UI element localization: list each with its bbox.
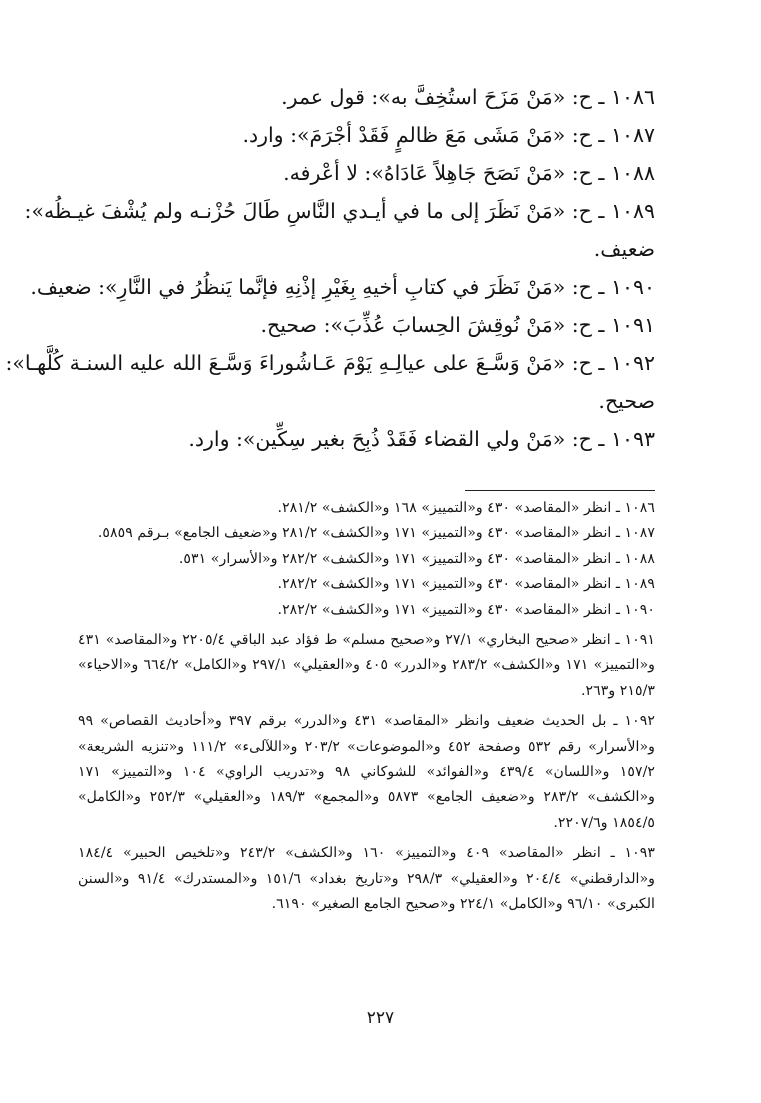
- footnote-1090: ١٠٩٠ ـ انظر «المقاصد» ٤٣٠ و«التمييز» ١٧١ و«الكشف» ٢٨٢/٢.: [277, 601, 655, 618]
- hadith-entry-1087: ١٠٨٧ ـ ح: «مَنْ مَشَى مَعَ ظالمٍ فَقَدْ أجْرَمَ»: وارد.: [242, 123, 655, 147]
- hadith-entry-1093: ١٠٩٣ ـ ح: «مَنْ ولي القضاء فَقَدْ ذُبِحَ بغير سِكِّين»: وارد.: [188, 427, 655, 451]
- hadith-entry-1089-grade: ضعيف.: [593, 237, 655, 261]
- footnote-1089: ١٠٨٩ ـ انظر «المقاصد» ٤٣٠ و«التمييز» ١٧١ و«الكشف» ٢٨٢/٢.: [277, 576, 655, 593]
- footnotes: [78, 496, 655, 918]
- hadith-entries: [5, 78, 655, 458]
- hadith-entry-1092-grade: صحيح.: [598, 389, 655, 413]
- page-number: ٢٢٧: [366, 1008, 395, 1028]
- hadith-entry-1086: ١٠٨٦ ـ ح: «مَنْ مَزَحَ استُخِفَّ به»: قول عمر.: [281, 85, 655, 109]
- hadith-entry-1092: ١٠٩٢ ـ ح: «مَنْ وَسَّـعَ على عيالِـهِ يَوْمَ عَـاشُوراءَ وَسَّـعَ الله عليه السنـة كُلَّهـا»:: [5, 351, 655, 375]
- footnote-1091: ١٠٩١ ـ انظر «صحيح البخاري» ٢٧/١ و«صحيح مسلم» ط فؤاد عبد الباقي ٢٢٠٥/٤ و«المقاصد» ٤٣١ و«التمييز» ١٧١ و«الكشف» ٢٨٣/٢ و«الدرر» ٤٠٥ و«العقيلي» ٢٩٧/١ و«الكامل» ٦٦٤/٢ و«الاحياء» ٢١٥/٣ و٢٦٣.: [78, 632, 655, 699]
- footnote-divider: [465, 490, 655, 491]
- footnote-1088: ١٠٨٨ ـ انظر «المقاصد» ٤٣٠ و«التمييز» ١٧١ و«الكشف» ٢٨٢/٢ و«الأسرار» ٥٣١.: [178, 550, 655, 567]
- hadith-entry-1090: ١٠٩٠ ـ ح: «مَنْ نَظَرَ في كتابِ أخيهِ بِغَيْرِ إذْنِهِ فإنَّما يَنظُرُ في النَّارِ»: ضعيف.: [30, 275, 655, 299]
- hadith-entry-1088: ١٠٨٨ ـ ح: «مَنْ نَصَحَ جَاهِلاً عَادَاهُ»: لا أعْرفه.: [283, 161, 655, 185]
- footnote-1087: ١٠٨٧ ـ انظر «المقاصد» ٤٣٠ و«التمييز» ١٧١ و«الكشف» ٢٨١/٢ و«ضعيف الجامع» بـرقم ٥٨٥٩.: [97, 525, 655, 542]
- footnote-1093: ١٠٩٣ ـ انظر «المقاصد» ٤٠٩ و«التمييز» ١٦٠ و«الكشف» ٢٤٣/٢ و«تلخيص الحبير» ١٨٤/٤ و«الدارقطني» ٢٠٤/٤ و«العقيلي» ٢٩٨/٣ و«تاريخ بغداد» ١٥١/٦ و«المستدرك» ٩١/٤ و«السنن الكبرى» ٩٦/١٠ و«الكامل» ٢٢٤/١ و«صحيح الجامع الصغير» ٦١٩٠.: [78, 845, 655, 913]
- footnote-1086: ١٠٨٦ ـ انظر «المقاصد» ٤٣٠ و«التمييز» ١٦٨ و«الكشف» ٢٨١/٢.: [277, 500, 655, 516]
- hadith-entry-1089: ١٠٨٩ ـ ح: «مَنْ نَظَرَ إلى ما في أيـدي النَّاسِ طَالَ حُزْنـه ولم يُشْفَ غيـظُه»:: [24, 199, 655, 223]
- footnote-1092: ١٠٩٢ ـ بل الحديث ضعيف وانظر «المقاصد» ٤٣١ و«الدرر» برقم ٣٩٧ و«أحاديث القصاص» ٩٩ و«الأسرار» رقم ٥٣٢ وصفحة ٤٥٢ و«الموضوعات» ٢٠٣/٢ و«اللآلىء» ١١١/٢ و«تنزيه الشريعة» ١٥٧/٢ و«اللسان» ٤٣٩/٤ و«الفوائد» للشوكاني ٩٨ و«تدريب الراوي» ١٠٤ و«التمييز» ١٧١ و«الكشف» ٢٨٣/٢ و«ضعيف الجامع» ٥٨٧٣ و«المجمع» ١٨٩/٣ و«العقيلي» ٢٥٢/٣ و«الكامل» ١٨٥٤/٥ و٢٢٠٧/٦.: [78, 713, 656, 831]
- hadith-entry-1091: ١٠٩١ ـ ح: «مَنْ نُوقِشَ الحِسابَ عُذِّبَ»: صحيح.: [260, 313, 655, 337]
